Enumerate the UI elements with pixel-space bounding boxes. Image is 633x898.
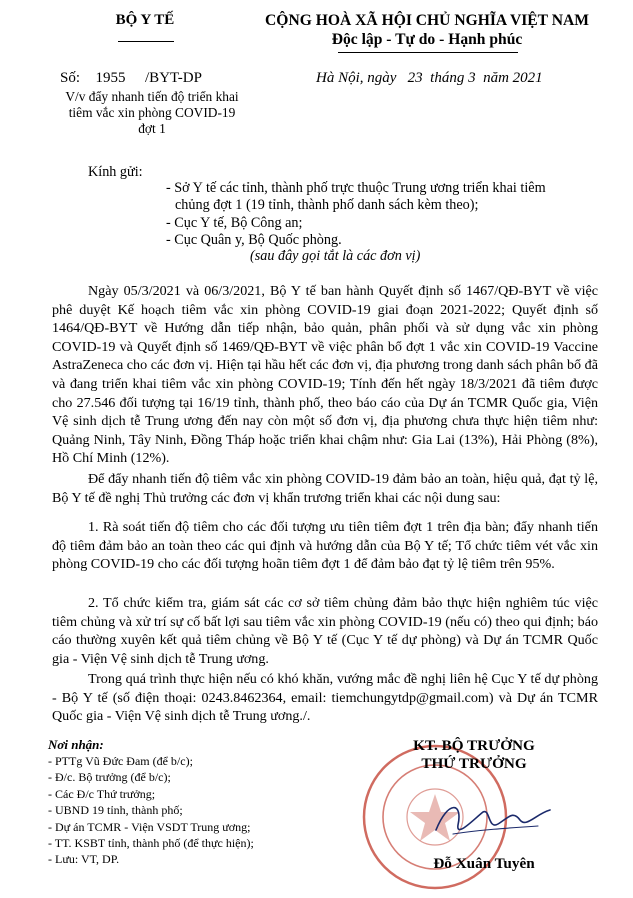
place-date: Hà Nội, ngày 23 tháng 3 năm 2021 [316,70,543,86]
agency-name: BỘ Y TẾ [115,12,175,28]
recipient-item: - Đ/c. Bộ trưởng (để b/c); [48,770,171,785]
subject [40,89,264,137]
signer-title: KT. BỘ TRƯỞNG [413,737,535,754]
doc-code: /BYT-DP [145,70,202,86]
body-paragraph: 2. Tổ chức kiểm tra, giám sát các cơ sở tiêm chủng đảm bảo thực hiện nghiêm túc việc tiêm chủng và xử trí sự cố bất lợi sau tiêm vắc xin phòng COVID-19 (nếu có) theo qui định; báo cáo thường xuyên kết quả tiêm chủng về Bộ Y tế (Cục Y tế dự phòng) và Dự án TCMR Quốc gia - Viện Vệ sinh dịch tễ Trung ương. [52,595,598,667]
agency-underline [118,41,174,42]
body-paragraph: Ngày 05/3/2021 và 06/3/2021, Bộ Y tế ban hành Quyết định số 1467/QĐ-BYT về việc phê duyệt Kế hoạch tiêm vắc xin phòng COVID-19 giai đoạn 2021-2022; Quyết định số 1464/QĐ-BYT về Hướng dẫn tiếp nhận, bảo quản, phân phối và sử dụng vắc xin phòng COVID-19 và Quyết định số 1469/QĐ-BYT về việc phân bổ đợt 1 vắc xin COVID-19 Vaccine AstraZeneca cho các đơn vị. Hiện tại hầu hết các đơn vị, địa phương trong danh sách phân bổ đã và đang triển khai tiêm vắc xin phòng COVID-19; Tính đến hết ngày 18/3/2021 đã tiêm được cho 27.546 đối tượng tại 16/19 tỉnh, thành phố, theo báo cáo của Dự án TCMR Quốc gia, Viện Vệ sinh dịch tễ Trung ương đến nay còn một số đơn vị, địa phương chưa thực hiện tiêm như: Quảng Ninh, Tây Ninh, Đồng Tháp hoặc triển khai chậm như: Gia Lai (13%), Hải Phòng (8%), Hồ Chí Minh (12%). [52,283,598,467]
subject-line: V/v đẩy nhanh tiến độ triển khai [65,89,239,104]
doc-number: 1955 [95,70,126,86]
recipient-item: - TT. KSBT tỉnh, thành phố (để thực hiện); [48,836,254,851]
recipient-item: - Các Đ/c Thứ trưởng; [48,786,156,801]
doc-number-line [60,70,202,87]
body-paragraph: Trong quá trình thực hiện nếu có khó khăn, vướng mắc đề nghị liên hệ Cục Y tế dự phòng - Bộ Y tế (số điện thoại: 0243.8462364, email: tiemchungytdp@gmail.com) và Dự án TCMR Quốc gia - Viện Vệ sinh dịch tễ Trung ương./. [52,671,598,725]
recipients-list [48,753,254,868]
addressee-item: chủng đợt 1 (19 tỉnh, thành phố danh sách kèm theo); [175,197,479,214]
addressee-item: - Cục Y tế, Bộ Công an; [166,214,303,231]
recipients-title: Nơi nhận: [48,737,104,752]
recipient-item: - Lưu: VT, DP. [48,852,120,867]
subject-line: đợt 1 [138,121,166,136]
doc-number-prefix: Số: [60,70,81,86]
motto-underline [338,52,518,53]
addressee-item: - Cục Quân y, Bộ Quốc phòng. [166,231,342,248]
national-motto: Độc lập - Tự do - Hạnh phúc [331,31,523,48]
greeting: Kính gửi: [88,164,143,180]
signer-name: Đỗ Xuân Tuyên [433,855,535,872]
country-name: CỘNG HOÀ XÃ HỘI CHỦ NGHĨA VIỆT NAM [265,12,589,29]
recipient-item: - PTTg Vũ Đức Đam (để b/c); [48,754,193,768]
addressee-item: - Sở Y tế các tỉnh, thành phố trực thuộc Trung ương triển khai tiêm [166,180,546,196]
addressee-note: (sau đây gọi tắt là các đơn vị) [250,248,421,264]
body-paragraph: Để đẩy nhanh tiến độ tiêm vắc xin phòng COVID-19 đảm bảo an toàn, hiệu quả, đạt tỷ lệ, Bộ Y tế đề nghị Thủ trưởng các đơn vị khẩn trương triển khai các nội dung sau: [52,471,598,506]
handwritten-signature [428,790,558,850]
signer-position: THỨ TRƯỞNG [421,755,527,772]
recipient-item: - Dự án TCMR - Viện VSDT Trung ương; [48,819,251,834]
recipient-item: - UBND 19 tỉnh, thành phố; [48,803,183,818]
subject-line: tiêm vắc xin phòng COVID-19 [68,105,236,120]
body-paragraph: 1. Rà soát tiến độ tiêm cho các đối tượng ưu tiên tiêm đợt 1 trên địa bàn; đẩy nhanh tiến độ tiêm đảm bảo an toàn theo các qui định và hướng dẫn của Bộ Y tế; Tổ chức tiêm vét vắc xin phòng COVID-19 cho các đối tượng hoãn tiêm đợt 1 để đảm bảo đạt tỷ lệ tiêm trên 95%. [52,519,598,573]
addressee-list [166,180,546,249]
